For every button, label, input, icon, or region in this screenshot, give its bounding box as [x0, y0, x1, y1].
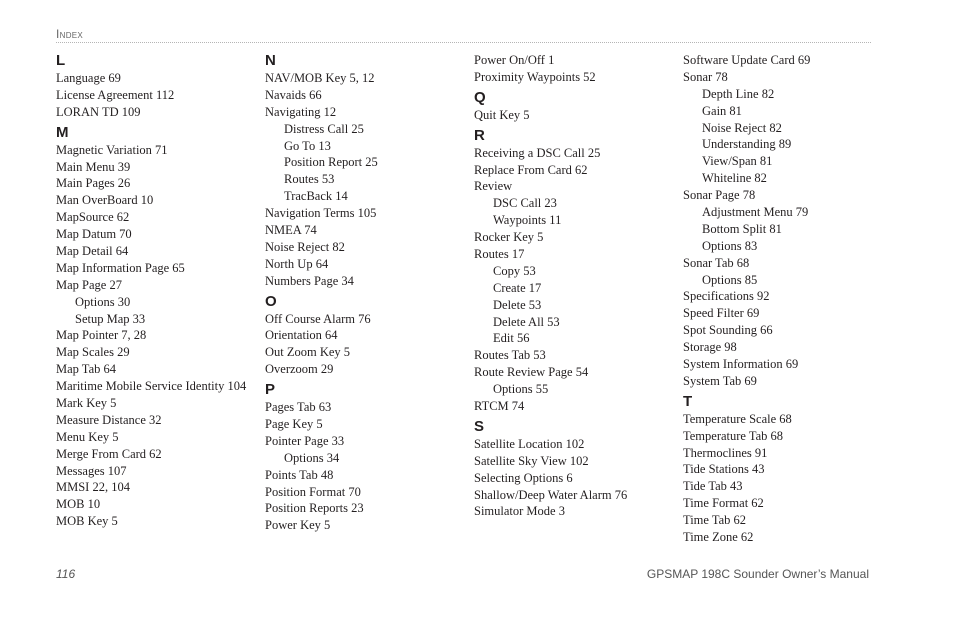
index-entry: Map Pointer 7, 28 — [56, 328, 147, 343]
index-subentry: Delete 53 — [493, 297, 542, 312]
index-section — [683, 393, 888, 546]
index-entry: RTCM 74 — [474, 399, 525, 414]
index-entry: Power Key 5 — [265, 518, 331, 533]
index-entry: Measure Distance 32 — [56, 412, 162, 427]
index-entry: Satellite Location 102 — [474, 436, 585, 451]
index-section — [265, 52, 470, 290]
running-head: Index — [56, 27, 84, 41]
index-subentry: TracBack 14 — [284, 189, 348, 204]
index-entry: Navigation Terms 105 — [265, 206, 377, 221]
index-entry: Thermoclines 91 — [683, 445, 768, 460]
index-entry: Speed Filter 69 — [683, 306, 760, 321]
index-section — [474, 127, 679, 415]
index-entry: Pages Tab 63 — [265, 400, 332, 415]
index-entry: Mark Key 5 — [56, 396, 117, 411]
index-entry: Map Datum 70 — [56, 227, 132, 242]
section-letter: M — [56, 123, 69, 141]
index-entry: Map Page 27 — [56, 277, 122, 292]
index-entry: MMSI 22, 104 — [56, 480, 130, 495]
index-entry: Spot Sounding 66 — [683, 323, 773, 338]
index-section — [265, 293, 470, 379]
index-subentry: View/Span 81 — [702, 154, 773, 169]
index-entry: Points Tab 48 — [265, 467, 334, 482]
index-entry: Tide Tab 43 — [683, 479, 743, 494]
section-letter: P — [265, 381, 276, 399]
index-section — [265, 381, 470, 534]
index-entry: Map Tab 64 — [56, 362, 116, 377]
index-subentry: Edit 56 — [493, 331, 530, 346]
index-entry: Power On/Off 1 — [474, 53, 555, 67]
index-subentry: Depth Line 82 — [702, 86, 775, 101]
index-subentry: Options 85 — [702, 272, 758, 287]
index-entry: Temperature Tab 68 — [683, 428, 784, 443]
index-entry: Sonar 78 — [683, 69, 728, 84]
index-entry: Out Zoom Key 5 — [265, 345, 351, 360]
index-entry: Magnetic Variation 71 — [56, 142, 168, 157]
index-entry: License Agreement 112 — [56, 87, 175, 102]
index-entry: Receiving a DSC Call 25 — [474, 145, 601, 160]
index-entry: Temperature Scale 68 — [683, 411, 792, 426]
index-entry: Language 69 — [56, 71, 121, 85]
index-section — [474, 89, 679, 124]
index-entry: Main Pages 26 — [56, 176, 131, 191]
index-entry: Routes Tab 53 — [474, 348, 546, 363]
index-entry: Numbers Page 34 — [265, 273, 354, 288]
page-number: 116 — [56, 567, 76, 581]
index-entry: Review — [474, 179, 513, 194]
index-entry: System Information 69 — [683, 357, 799, 372]
index-subentry: Gain 81 — [702, 103, 742, 118]
index-entry: Noise Reject 82 — [265, 239, 345, 254]
index-entry: Overzoom 29 — [265, 362, 334, 377]
index-entry: Man OverBoard 10 — [56, 193, 154, 208]
index-entry: Shallow/Deep Water Alarm 76 — [474, 487, 628, 502]
index-entry: Position Format 70 — [265, 484, 361, 499]
index-entry: Tide Stations 43 — [683, 462, 765, 477]
index-subentry: Delete All 53 — [493, 314, 560, 329]
index-entry: Storage 98 — [683, 340, 737, 355]
index-entry: NAV/MOB Key 5, 12 — [265, 71, 375, 85]
header-rule — [56, 42, 871, 43]
index-entry: Sonar Tab 68 — [683, 255, 750, 270]
index-entry: North Up 64 — [265, 256, 329, 271]
section-letter: T — [683, 392, 693, 410]
index-subentry: Distress Call 25 — [284, 121, 364, 136]
index-entry: Specifications 92 — [683, 289, 770, 304]
index-entry: Position Reports 23 — [265, 501, 364, 516]
index-subentry: Options 55 — [493, 382, 549, 397]
index-entry: System Tab 69 — [683, 373, 757, 388]
manual-title: GPSMAP 198C Sounder Owner’s Manual — [646, 567, 869, 581]
index-entry: Proximity Waypoints 52 — [474, 69, 596, 84]
index-entry: Map Information Page 65 — [56, 260, 185, 275]
index-entry: Time Format 62 — [683, 496, 764, 511]
index-entry: Pointer Page 33 — [265, 433, 345, 448]
index-section — [474, 52, 679, 86]
index-entry: Map Scales 29 — [56, 345, 130, 360]
index-entry: Page Key 5 — [265, 417, 323, 432]
index-entry: Menu Key 5 — [56, 429, 119, 444]
index-entry: Navaids 66 — [265, 87, 322, 102]
index-entry: MOB Key 5 — [56, 514, 118, 529]
index-entry: Sonar Page 78 — [683, 188, 756, 203]
index-entry: Rocker Key 5 — [474, 230, 544, 245]
index-subentry: Create 17 — [493, 280, 542, 295]
index-column-1 — [56, 52, 261, 530]
index-subentry: Options 34 — [284, 450, 340, 465]
index-entry: LORAN TD 109 — [56, 104, 141, 119]
index-entry: Software Update Card 69 — [683, 53, 811, 67]
section-letter: O — [265, 292, 277, 310]
index-subentry: DSC Call 23 — [493, 196, 557, 211]
index-entry: Satellite Sky View 102 — [474, 453, 589, 468]
index-subentry: Waypoints 11 — [493, 213, 562, 228]
index-entry: MapSource 62 — [56, 210, 130, 225]
index-subentry: Bottom Split 81 — [702, 221, 782, 236]
section-letter: R — [474, 126, 485, 144]
index-subentry: Setup Map 33 — [75, 311, 146, 326]
index-subentry: Understanding 89 — [702, 137, 792, 152]
section-letter: S — [474, 417, 485, 435]
index-entry: Route Review Page 54 — [474, 365, 589, 380]
index-entry: Merge From Card 62 — [56, 446, 162, 461]
index-entry: Maritime Mobile Service Identity 104 — [56, 379, 247, 394]
index-subentry: Copy 53 — [493, 263, 536, 278]
index-entry: Time Tab 62 — [683, 513, 747, 528]
index-entry: MOB 10 — [56, 497, 101, 512]
index-subentry: Position Report 25 — [284, 155, 378, 170]
index-subentry: Go To 13 — [284, 138, 331, 153]
index-entry: Selecting Options 6 — [474, 470, 573, 485]
index-entry: Main Menu 39 — [56, 159, 131, 174]
index-entry: Navigating 12 — [265, 104, 337, 119]
index-entry: Messages 107 — [56, 463, 127, 478]
index-entry: Replace From Card 62 — [474, 162, 588, 177]
index-section — [56, 52, 261, 121]
index-column-2 — [265, 52, 470, 534]
index-entry: Time Zone 62 — [683, 530, 754, 545]
index-section — [56, 124, 261, 530]
index-entry: Orientation 64 — [265, 328, 338, 343]
index-subentry: Noise Reject 82 — [702, 120, 782, 135]
section-letter: N — [265, 52, 276, 69]
index-subentry: Routes 53 — [284, 172, 335, 187]
index-entry: NMEA 74 — [265, 223, 317, 238]
section-letter: L — [56, 52, 66, 69]
section-letter: Q — [474, 88, 486, 106]
index-subentry: Adjustment Menu 79 — [702, 205, 809, 220]
index-subentry: Options 83 — [702, 238, 758, 253]
index-subentry: Whiteline 82 — [702, 171, 767, 186]
index-section — [474, 418, 679, 520]
index-entry: Map Detail 64 — [56, 244, 129, 259]
index-column-4 — [683, 52, 888, 546]
index-column-3 — [474, 52, 679, 520]
index-subentry: Options 30 — [75, 294, 131, 309]
index-entry: Simulator Mode 3 — [474, 504, 565, 519]
index-entry: Off Course Alarm 76 — [265, 311, 371, 326]
index-entry: Routes 17 — [474, 247, 525, 262]
index-entry: Quit Key 5 — [474, 107, 530, 122]
index-section — [683, 52, 888, 390]
